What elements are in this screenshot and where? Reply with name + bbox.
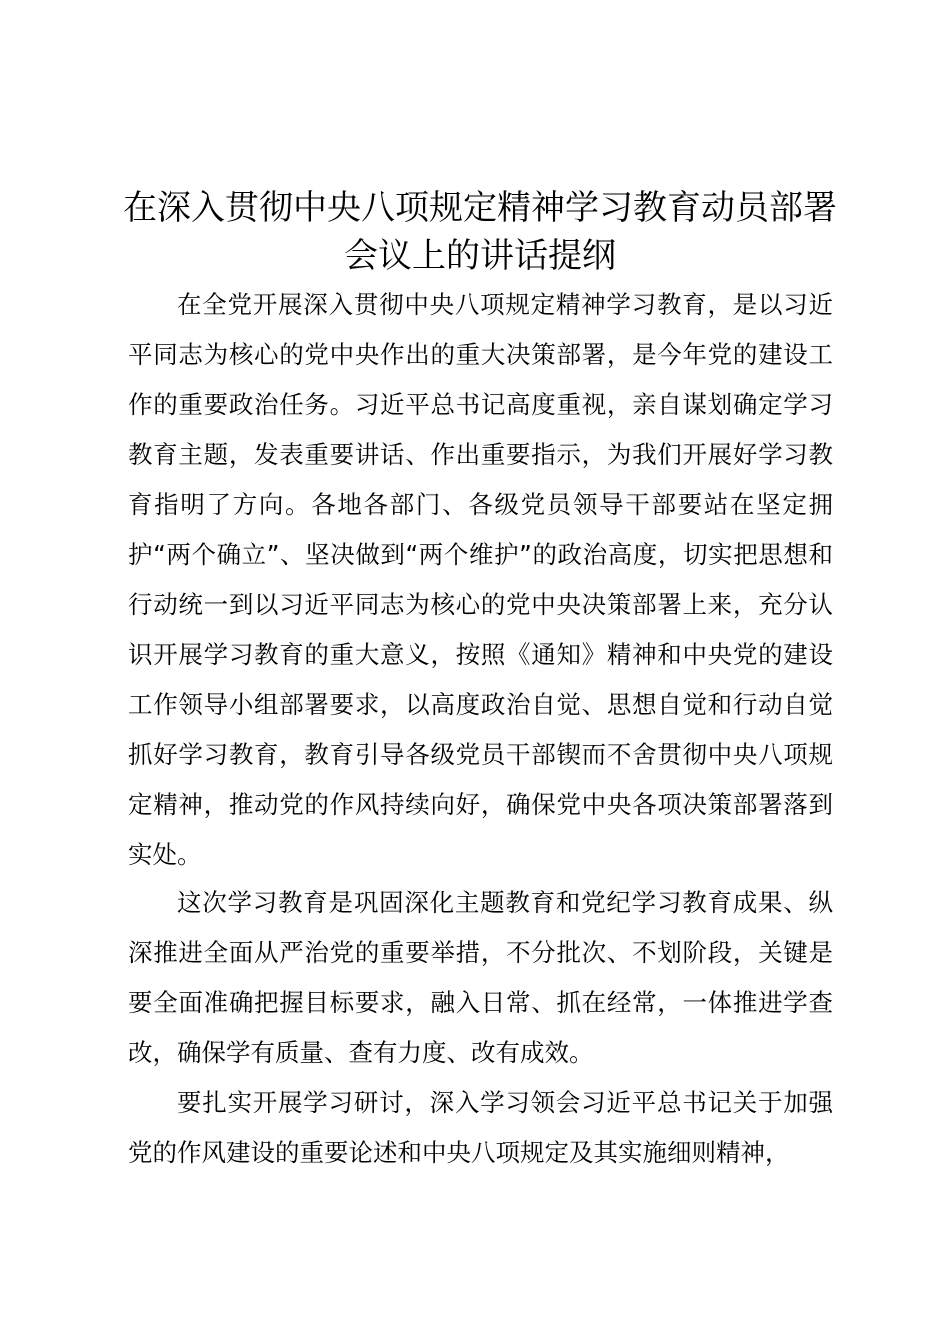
document-title: 在深入贯彻中央八项规定精神学习教育动员部署会议上的讲话提纲 [123, 188, 837, 276]
body-paragraph-2: 这次学习教育是巩固深化主题教育和党纪学习教育成果、纵深推进全面从严治党的重要举措，不分批次、不划阶段，关键是要全面准确把握目标要求，融入日常、抓在经常，一体推进学查改，确保学有质量、查有力度、改有成效。 [128, 888, 833, 1067]
body-paragraph-1: 在全党开展深入贯彻中央八项规定精神学习教育，是以习近平同志为核心的党中央作出的重大决策部署，是今年党的建设工作的重要政治任务。习近平总书记高度重视，亲自谋划确定学习教育主题，发表重要讲话、作出重要指示，为我们开展好学习教育指明了方向。各地各部门、各级党员领导干部要站在坚定拥护“两个确立”、坚决做到“两个维护”的政治高度，切实把思想和行动统一到以习近平同志为核心的党中央决策部署上来，充分认识开展学习教育的重大意义，按照《通知》精神和中央党的建设工作领导小组部署要求，以高度政治自觉、思想自觉和行动自觉抓好学习教育，教育引导各级党员干部锲而不舍贯彻中央八项规定精神，推动党的作风持续向好，确保党中央各项决策部署落到实处。 [128, 290, 833, 869]
body-paragraph-3: 要扎实开展学习研讨，深入学习领会习近平总书记关于加强党的作风建设的重要论述和中央八项规定及其实施细则精神， [128, 1088, 833, 1167]
